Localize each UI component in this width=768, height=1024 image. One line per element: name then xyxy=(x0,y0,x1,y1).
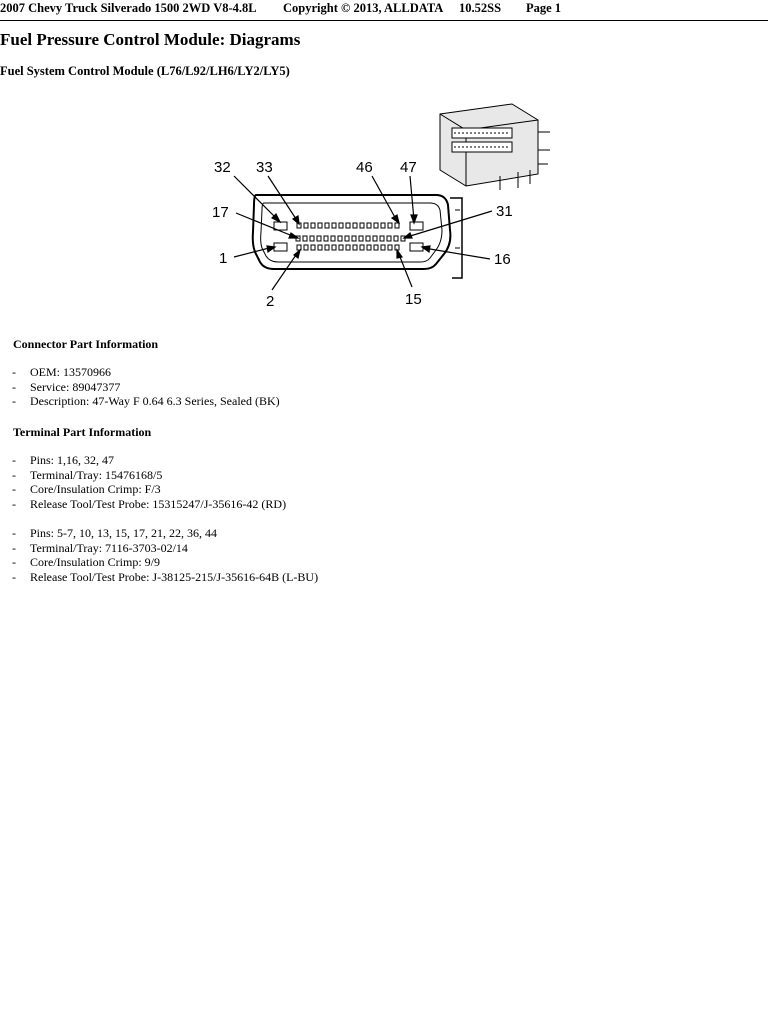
list-item: - Release Tool/Test Probe: 15315247/J-35616-42 (RD) xyxy=(12,496,287,511)
cavity-row-bottom xyxy=(274,243,423,251)
label-pin-2: 2 xyxy=(266,293,275,310)
copyright: Copyright © 2013, ALLDATA xyxy=(283,1,444,15)
terminal-info-heading: Terminal Part Information xyxy=(13,425,152,439)
connector-housing xyxy=(253,195,462,278)
label-pin-31: 31 xyxy=(496,203,513,220)
list-item: - Pins: 5-7, 10, 13, 15, 17, 21, 22, 36, 44 xyxy=(12,526,218,540)
cavity-47 xyxy=(410,222,423,230)
label-pin-33: 33 xyxy=(256,159,273,176)
label-pin-17: 17 xyxy=(212,204,229,221)
page-number: Page 1 xyxy=(526,1,562,15)
page-title: Fuel Pressure Control Module: Diagrams xyxy=(0,30,301,49)
list-item: - Terminal/Tray: 7116-3703-02/14 xyxy=(12,540,188,555)
connector-diagram-svg xyxy=(200,92,566,320)
label-pin-16: 16 xyxy=(494,251,511,268)
list-item: - Description: 47-Way F 0.64 6.3 Series, Sealed (BK) xyxy=(12,394,280,409)
page-subtitle: Fuel System Control Module (L76/L92/LH6/LY2/LY5) xyxy=(0,64,290,78)
terminal-info-list-2 xyxy=(12,526,318,584)
list-item: - Release Tool/Test Probe: J-38125-215/J-35616-64B (L-BU) xyxy=(12,569,319,584)
label-pin-15: 15 xyxy=(405,291,422,308)
cavity-row-middle xyxy=(296,236,405,241)
connector-3d-icon xyxy=(440,104,550,190)
list-item: - Core/Insulation Crimp: F/3 xyxy=(12,482,161,497)
list-item: - OEM: 13570966 xyxy=(12,365,111,379)
version: 10.52SS xyxy=(459,1,502,15)
connector-info-list xyxy=(12,365,280,409)
leader-lines xyxy=(234,176,492,290)
list-item: - Terminal/Tray: 15476168/5 xyxy=(12,467,163,482)
vehicle-info: 2007 Chevy Truck Silverado 1500 2WD V8-4.8L xyxy=(0,1,257,15)
list-item: - Core/Insulation Crimp: 9/9 xyxy=(12,555,160,570)
connector-diagram xyxy=(200,92,566,320)
list-item: - Pins: 1,16, 32, 47 xyxy=(12,453,115,467)
label-pin-47: 47 xyxy=(400,159,417,176)
connector-info-heading: Connector Part Information xyxy=(13,337,159,351)
label-pin-32: 32 xyxy=(214,159,231,176)
label-pin-1: 1 xyxy=(219,250,228,267)
cavity-row-top xyxy=(274,222,423,230)
page-header xyxy=(0,0,768,21)
terminal-info-list-1 xyxy=(12,453,286,511)
label-pin-46: 46 xyxy=(356,159,373,176)
list-item: - Service: 89047377 xyxy=(12,379,121,394)
